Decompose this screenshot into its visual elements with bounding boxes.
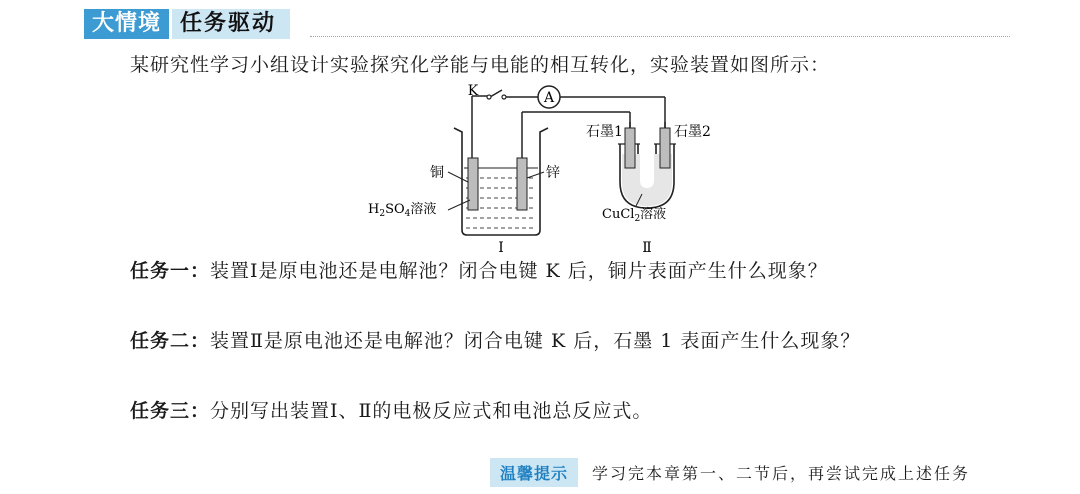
tip-box <box>490 458 970 487</box>
device-2-label: Ⅱ <box>642 240 652 254</box>
task-3 <box>130 396 652 423</box>
task-2-text: 装置Ⅱ是原电池还是电解池？闭合电键 K 后，石墨 1 表面产生什么现象？ <box>210 330 861 352</box>
task-1-label: 任务一： <box>130 260 211 282</box>
task-2-label: 任务二： <box>130 330 211 352</box>
ammeter-label: A <box>543 90 555 106</box>
tip-text: 学习完本章第一、二节后，再尝试完成上述任务 <box>592 464 971 483</box>
electrode-copper-label: 铜 <box>430 165 444 181</box>
solution-h2so4-label: $H_2SO_4$溶液 <box>368 202 437 219</box>
header-tag-sub: 任务驱动 <box>172 9 290 39</box>
device-1-label: Ⅰ <box>498 240 504 254</box>
task-1-text: 装置Ⅰ是原电池还是电解池？闭合电键 K 后，铜片表面产生什么现象？ <box>210 260 828 282</box>
apparatus-figure <box>360 82 720 254</box>
header-tag-main: 大情境 <box>84 9 169 39</box>
task-2 <box>130 326 860 353</box>
graphite-1-label: 石墨1 <box>586 124 623 140</box>
task-3-text: 分别写出装置Ⅰ、Ⅱ的电极反应式和电池总反应式。 <box>210 400 653 422</box>
section-header <box>84 8 290 40</box>
switch-label: K <box>467 83 479 99</box>
task-1 <box>130 256 828 283</box>
tip-badge: 温馨提示 <box>490 458 578 487</box>
solution-cucl2-label: CuCl$_2$溶液 <box>602 207 667 224</box>
task-3-label: 任务三： <box>130 400 211 422</box>
intro-text: 某研究性学习小组设计实验探究化学能与电能的相互转化，实验装置如图所示： <box>130 54 831 76</box>
header-divider <box>310 36 1010 37</box>
graphite-2-label: 石墨2 <box>674 124 711 140</box>
electrode-zinc-label: 锌 <box>546 165 560 181</box>
